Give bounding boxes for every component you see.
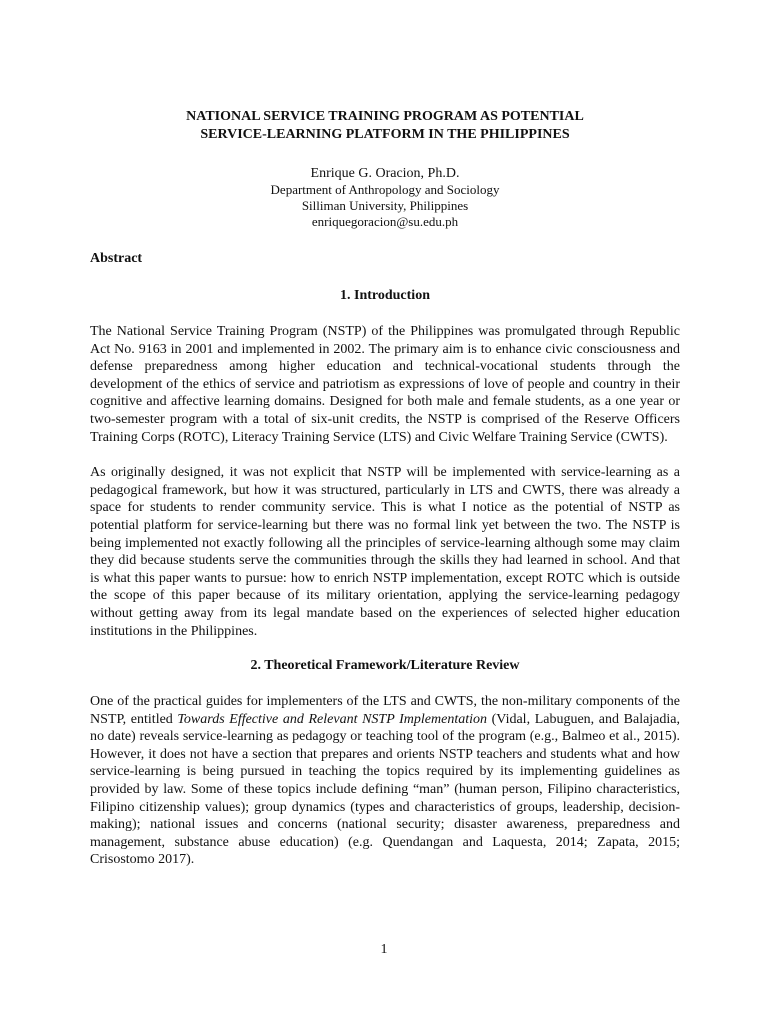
author-department: Department of Anthropology and Sociology <box>270 182 500 197</box>
introduction-paragraph-1: The National Service Training Program (NSTP) of the Philippines was promulgated through Republic Act No. 9163 in 2001 and implemented in 2002. The primary aim is to enhance civic consciousness and defense preparedness among higher education and technical-vocational students through the development of the ethics of service and patriotism as expressions of love of people and country in their cognitive and affective learning domains. Designed for both male and female students, as a one year or two-semester program with a total of six-unit credits, the NSTP is comprised of the Reserve Officers Training Corps (ROTC), Literacy Training Service (LTS) and Civic Welfare Training Service (CWTS). <box>90 324 680 445</box>
page-number: 1 <box>380 942 388 957</box>
guide-title-italic: Towards Effective and Relevant NSTP Implementation <box>177 711 488 727</box>
theory-text-part-2: (Vidal, Labuguen, and Balajadia, no date) reveals service-learning as pedagogy or teaching tool of the program (e.g., Balmeo et al., 2015). However, it does not have a section that prepares and orients NSTP teachers and students what and how service-learning is being pursued in teaching the topics required by its implementing guidelines as provided by law. Some of these topics include defining “man” (human person, Filipino characteristics, Filipino citizenship values); group dynamics (types and characteristics of groups, leadership, decision-making); national issues and concerns (national security; disaster awareness, preparedness and management, substance abuse education) (e.g. Quendangan and Laquesta, 2014; Zapata, 2015; Crisostomo 2017). <box>90 711 681 868</box>
author-university: Silliman University, Philippines <box>301 198 469 213</box>
theory-text-part-1: One of the practical guides for implementers of the LTS and CWTS, the non-military components of the NSTP, entitled <box>90 694 680 727</box>
paper-title-line-1: NATIONAL SERVICE TRAINING PROGRAM AS POTENTIAL <box>186 109 584 124</box>
theoretical-framework-paragraph-1 <box>90 693 680 869</box>
theoretical-framework-heading: 2. Theoretical Framework/Literature Review <box>250 658 520 674</box>
paper-page <box>90 108 680 869</box>
author-email: enriquegoracion@su.edu.ph <box>311 214 459 229</box>
introduction-paragraph-2: As originally designed, it was not explicit that NSTP will be implemented with service-learning as a pedagogical framework, but how it was structured, particularly in LTS and CWTS, there was already a space for students to render community service. This is what I notice as the potential of NSTP as potential platform for service-learning but there was no formal link yet between the two. The NSTP is being implemented not exactly following all the principles of service-learning although some may claim they did because students serve the communities through the skills they had learned in school. And that is what this paper wants to pursue: how to enrich NSTP implementation, except ROTC which is outside the scope of this paper because of its military orientation, applying the service-learning pedagogy without getting away from its legal mandate based on the experiences of selected higher education institutions in the Philippines. <box>90 465 680 639</box>
paper-title <box>90 108 680 144</box>
author-block <box>90 166 680 230</box>
author-name: Enrique G. Oracion, Ph.D. <box>310 166 460 181</box>
paper-title-line-2: SERVICE-LEARNING PLATFORM IN THE PHILIPPINES <box>200 127 570 142</box>
abstract-heading: Abstract <box>90 251 143 266</box>
introduction-heading: 1. Introduction <box>340 288 430 303</box>
